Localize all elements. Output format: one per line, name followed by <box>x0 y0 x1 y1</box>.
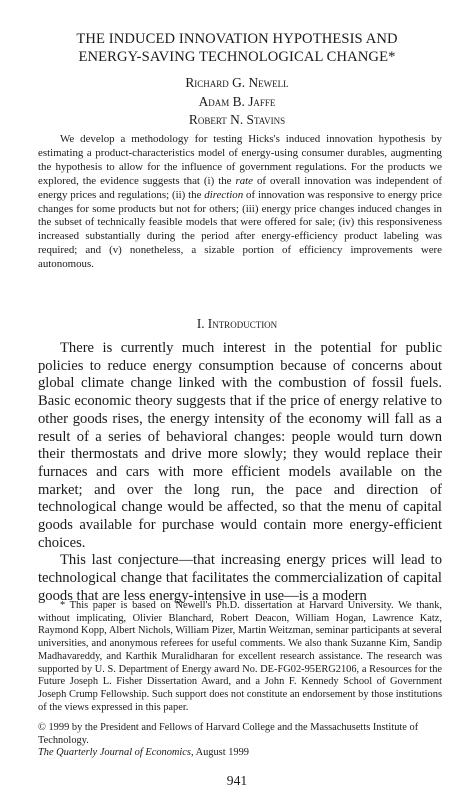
abstract-part-2: of overall innovation was independent of energy prices and regulations; (ii) the <box>38 174 442 201</box>
paper-title <box>20 30 454 66</box>
body-paragraph-1: There is currently much interest in the potential for public policies to reduce energy consumption because of concerns about global climate change linked with the combustion of fossil fuels. Basic economic theory suggests that if the price of energy relative to other goods rises, the energy intensity of the economy will fall as a result of a series of behavioral changes: people would turn down their thermostats and drive more slowly; they would replace their furnaces and cars with more efficient models available on the market; and over the long run, the pace and direction of technological change would be affected, so that the menu of capital goods available for purchase would contain more energy-efficient choices. <box>38 340 442 551</box>
footnote <box>38 600 442 714</box>
author-1: Richard G. Newell <box>185 75 289 90</box>
section-heading: I. Introduction <box>196 316 278 331</box>
journal-date: , August 1999 <box>190 747 249 759</box>
title-line-1: THE INDUCED INNOVATION HYPOTHESIS AND <box>76 31 398 47</box>
abstract-emphasis-direction: direction <box>204 188 244 201</box>
abstract <box>38 133 442 272</box>
abstract-emphasis-rate: rate <box>235 174 254 187</box>
author-3: Robert N. Stavins <box>188 112 286 127</box>
page-number: 941 <box>226 773 248 788</box>
abstract-part-1: We develop a methodology for testing Hicks's induced innovation hypothesis by estimating a product-characteristics model of energy-using consumer durables, augmenting the hypothesis to allow for the influence of government regulations. For the products we explored, the evidence suggests that (i) the <box>38 133 442 187</box>
title-line-2: ENERGY-SAVING TECHNOLOGICAL CHANGE* <box>78 49 396 65</box>
journal-name: The Quarterly Journal of Economics <box>38 747 191 759</box>
footnote-text: * This paper is based on Newell's Ph.D. dissertation at Harvard University. We thank, without implicating, Olivier Blanchard, Robert Deacon, William Hogan, Lawrence Katz, Raymond Kopp, Albert Nichols, William Pizer, Martin Weitzman, seminar participants at several universities, and anonymous referees for useful comments. We also thank Suzanne Kim, Sandip Madhavareddy, and Karthik Muralidharan for excellent research assistance. The research was supported by U. S. Department of Energy award No. DE-FG02-95ERG2106, a Resources for the Future Joseph L. Fisher Dissertation Award, and a John F. Kennedy School of Government Joseph Crump Fellowship. Such support does not constitute an endorsement by those institutions of the views expressed in this paper. <box>38 600 442 713</box>
journal-citation <box>38 747 442 760</box>
body-text <box>38 340 442 606</box>
copyright-notice: © 1999 by the President and Fellows of Harvard College and the Massachusetts Institute of Technology. <box>38 722 419 746</box>
author-2: Adam B. Jaffe <box>198 93 276 109</box>
body-paragraph-2: This last conjecture—that increasing energy prices will lead to technological change that facilitates the commercialization of capital goods that are less energy-intensive in use—is a modern <box>38 552 442 604</box>
abstract-part-3: of innovation was responsive to energy price changes for some products but not for others; (iii) energy price changes induced changes in the subset of technically feasible models that were offered for sale; (iv) this responsiveness increased substantially during the period after energy-efficiency product labeling was required; and (v) nonetheless, a sizable portion of efficiency improvements were autonomous. <box>38 188 442 271</box>
author-list <box>20 74 454 130</box>
copyright-block <box>38 722 442 760</box>
